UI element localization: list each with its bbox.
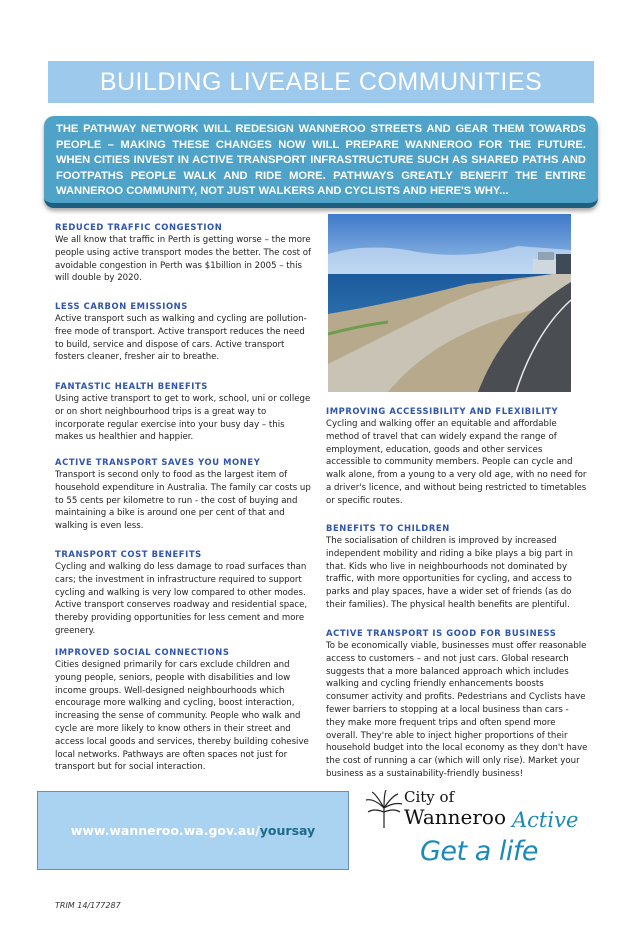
section-body: Using active transport to get to work, school, uni or college or on short neighbourhood trips is a great way to incorporate regular exercise into your busy day – this makes us healthier and happier.	[55, 394, 311, 443]
intro-box	[44, 116, 598, 208]
section-body: We all know that traffic in Perth is getting worse – the more people using active transport modes the better. The cost of avoidable congestion in Perth was $1billion in 2005 – this will double by 2020.	[55, 235, 312, 284]
section-body: Cities designed primarily for cars exclude children and young people, seniors, people with disabilities and low income groups. Well-designed neighbourhoods which encourage more walking and cycling, boost interaction, increasing the sense of community. People who walk and cycle are more likely to know others in their street and access local goods and services, thereby building cohesive local networks. Pathways are often spaces not just for transport but for social interaction.	[55, 660, 309, 773]
section-heading: ACTIVE TRANSPORT SAVES YOU MONEY	[55, 457, 261, 467]
section-heading: TRANSPORT COST BENEFITS	[55, 549, 202, 559]
section-saves-money	[55, 457, 313, 549]
section-heading: BENEFITS TO CHILDREN	[326, 523, 450, 533]
section-body: Cycling and walking offer an equitable and affordable method of travel that can widely expand the range of employment, education, goods and other services accessible to community members. People can cycle and walk alone, from a young to a very old age, with no need for a driver's licence, and without being restricted to timetables or specific routes.	[326, 419, 587, 506]
section-body: To be economically viable, businesses must offer reasonable access to customers – and not just cars. Global research suggests that a more balanced approach which includes walking and cycling friendly enhancements boosts consumer activity and profits. Pedestrians and Cyclists have fewer barriers to stopping at a local business than cars - they make more frequent trips and often spend more overall. They're able to inject higher proportions of their household budget into the local economy as they don't have the cost of running a car (which will only rise). Market your business as a sustainability-friendly business!	[326, 641, 588, 779]
coastal-path-photo	[328, 214, 571, 392]
section-heading: REDUCED TRAFFIC CONGESTION	[55, 222, 223, 232]
section-children	[326, 523, 588, 628]
trim-reference: TRIM 14/177287	[55, 901, 121, 910]
section-heading: LESS CARBON EMISSIONS	[55, 301, 188, 311]
section-carbon-emissions	[55, 301, 313, 381]
section-body: The socialisation of children is improved by increased independent mobility and riding a bike plays a big part in that. Kids who live in neighbourhoods not dominated by traffic, with more opportunities for cycling, and access to parks and play spaces, have a wider set of friends (as do their families). The physical health benefits are plentiful.	[326, 536, 573, 610]
logo-active-text: Active	[512, 808, 579, 832]
left-column	[55, 222, 313, 774]
section-business	[326, 628, 588, 781]
section-body: Cycling and walking do less damage to road surfaces than cars; the investment in infrastructure required to support cycling and walking is very low compared to other modes. Active transport conserves roadway and residential space, thereby providing opportunities for less cement and more greenery.	[55, 562, 308, 636]
section-traffic-congestion	[55, 222, 313, 301]
section-body: Transport is second only to food as the largest item of household expenditure in Australia. The family car costs up to 55 cents per kilometre to run - the cost of buying and maintaining a bike is around one per cent of that and walking is even less.	[55, 470, 311, 532]
section-health-benefits	[55, 381, 313, 457]
section-heading: IMPROVING ACCESSIBILITY AND FLEXIBILITY	[326, 406, 559, 416]
grass-tree-icon	[364, 790, 404, 830]
section-heading: ACTIVE TRANSPORT IS GOOD FOR BUSINESS	[326, 628, 557, 638]
right-column	[326, 406, 588, 781]
website-link[interactable]: www.wanneroo.wa.gov.au/yoursay	[70, 823, 316, 838]
section-heading: IMPROVED SOCIAL CONNECTIONS	[55, 647, 230, 657]
section-heading: FANTASTIC HEALTH BENEFITS	[55, 381, 208, 391]
title-banner	[48, 61, 594, 103]
section-accessibility	[326, 406, 588, 523]
logo-wanneroo-text: Wanneroo	[404, 805, 506, 829]
page-title: BUILDING LIVEABLE COMMUNITIES	[99, 67, 543, 96]
intro-text: THE PATHWAY NETWORK WILL REDESIGN WANNEROO STREETS AND GEAR THEM TOWARDS PEOPLE – MAKING THESE CHANGES NOW WILL PREPARE WANNEROO FOR THE FUTURE. WHEN CITIES INVEST IN ACTIVE TRANSPORT INFRASTRUCTURE SUCH AS SHARED PATHS AND FOOTPATHS PEOPLE WALK AND RIDE MORE. PATHWAYS GREATLY BENEFIT THE ENTIRE WANNEROO COMMUNITY, NOT JUST WALKERS AND CYCLISTS AND HERE'S WHY...	[56, 123, 586, 198]
section-body: Active transport such as walking and cycling are pollution-free mode of transport. Active transport reduces the need to build, service and dispose of cars. Active transport fosters cleaner, fresher air to breathe.	[55, 314, 307, 363]
section-social-connections	[55, 647, 313, 774]
section-transport-cost	[55, 549, 313, 647]
logo-tagline: Get a life	[420, 836, 538, 867]
yoursay-link-box[interactable]	[37, 791, 349, 870]
logo-city-text: City of	[404, 788, 455, 806]
city-of-wanneroo-logo	[362, 788, 602, 874]
